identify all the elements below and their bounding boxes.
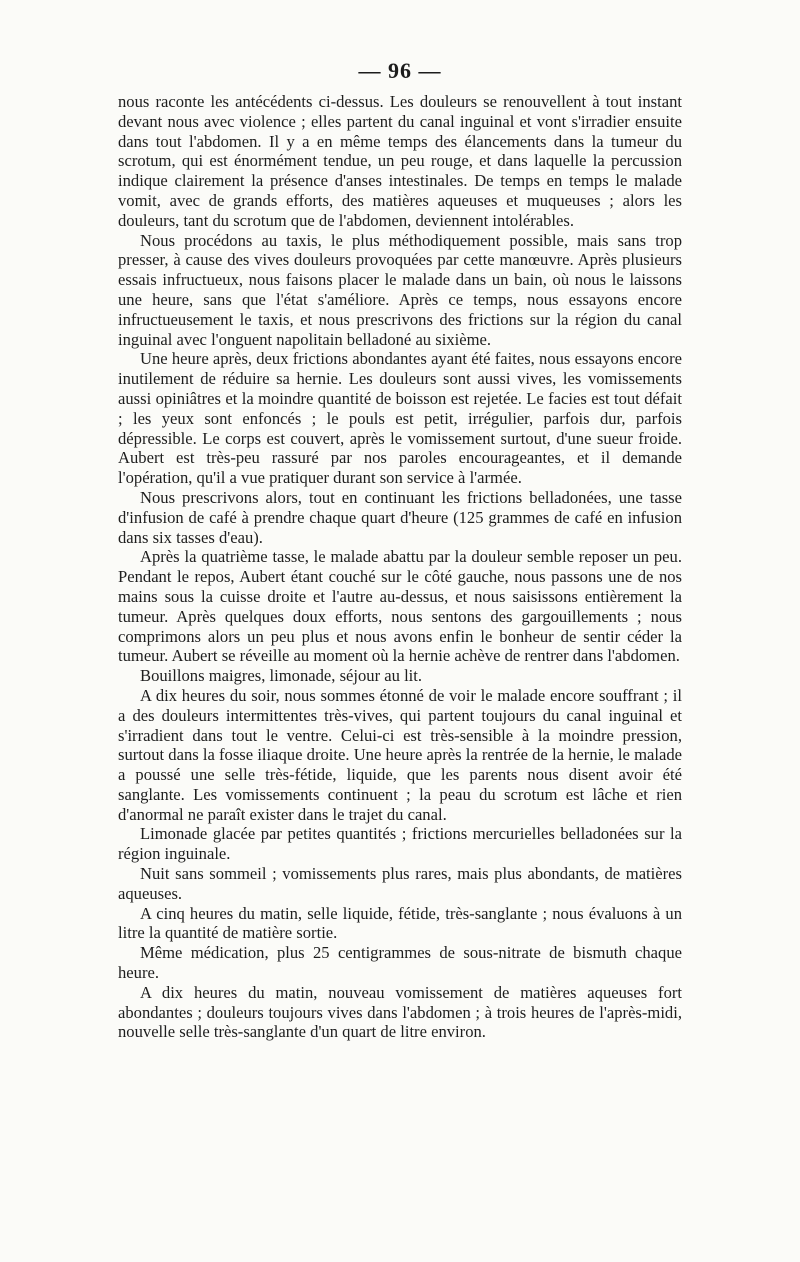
- paragraph: A cinq heures du matin, selle liquide, fétide, très-sanglante ; nous évaluons à un litre la quantité de matière sortie.: [118, 903, 682, 943]
- paragraph: Une heure après, deux frictions abondantes ayant été faites, nous essayons encore inutilement de réduire sa hernie. Les douleurs sont aussi vives, les vomissements aussi opiniâtres et la moindre quantité de boisson est rejetée. Le facies est tout défait ; les yeux sont enfoncés ; le pouls est petit, irrégulier, parfois dur, parfois dépressible. Le corps est couvert, après le vomissement surtout, d'une sueur froide. Aubert est très-peu rassuré par nos paroles encourageantes, et il demande l'opération, qu'il a vue pratiquer durant son service à l'armée.: [118, 349, 682, 488]
- paragraph: Après la quatrième tasse, le malade abattu par la douleur semble reposer un peu. Pendant le repos, Aubert étant couché sur le côté gauche, nous passons une de nos mains sous la cuisse droite et l'autre au-dessus, et nous saisissons entièrement la tumeur. Après quelques doux efforts, nous sentons des gargouillements ; nous comprimons alors un peu plus et nous avons enfin le bonheur de sentir céder la tumeur. Aubert se réveille au moment où la hernie achève de rentrer dans l'abdomen.: [118, 547, 682, 666]
- paragraph: Bouillons maigres, limonade, séjour au lit.: [140, 666, 423, 686]
- paragraph: A dix heures du soir, nous sommes étonné de voir le malade encore souffrant ; il a des douleurs intermittentes très-vives, qui partent toujours du canal inguinal et s'irradient dans tout le ventre. Celui-ci est très-sensible à la moindre pression, surtout dans la fosse iliaque droite. Une heure après la rentrée de la hernie, le malade a poussé une selle très-fétide, liquide, que les parents nous disent avoir été sanglante. Les vomissements continuent ; la peau du scrotum est lâche et rien d'anormal ne paraît exister dans le trajet du canal.: [118, 685, 682, 824]
- paragraph: A dix heures du matin, nouveau vomissement de matières aqueuses fort abondantes ; douleurs toujours vives dans l'abdomen ; à trois heures de l'après-midi, nouvelle selle très-sanglante d'un quart de litre environ.: [118, 982, 682, 1042]
- paragraph: Nous procédons au taxis, le plus méthodiquement possible, mais sans trop presser, à cause des vives douleurs provoquées par cette manœuvre. Après plusieurs essais infructueux, nous faisons placer le malade dans un bain, où nous le laissons une heure, sans que l'état s'améliore. Après ce temps, nous essayons encore infructueusement le taxis, et nous prescrivons des frictions sur la région du canal inguinal avec l'onguent napolitain belladoné au sixième.: [118, 230, 682, 349]
- paragraph: Nuit sans sommeil ; vomissements plus rares, mais plus abondants, de matières aqueuses.: [118, 864, 682, 903]
- paragraph: Limonade glacée par petites quantités ; frictions mercurielles belladonées sur la région inguinale.: [118, 824, 682, 864]
- paragraph: Nous prescrivons alors, tout en continuant les frictions belladonées, une tasse d'infusion de café à prendre chaque quart d'heure (125 grammes de café en infusion dans six tasses d'eau).: [118, 487, 682, 547]
- page-number: — 96 —: [358, 58, 442, 83]
- body-text: [118, 92, 682, 1042]
- paragraph: Même médication, plus 25 centigrammes de sous-nitrate de bismuth chaque heure.: [118, 943, 682, 983]
- paragraph: nous raconte les antécédents ci-dessus. Les douleurs se renouvellent à tout instant devant nous avec violence ; elles partent du canal inguinal et vont s'irradier ensuite dans tout l'abdomen. Il y a en même temps des élancements dans la tumeur du scrotum, qui est énormément tendue, un peu rouge, et dans laquelle la percussion indique clairement la présence d'anses intestinales. De temps en temps le malade vomit, avec de grands efforts, des matières aqueuses et muqueuses ; alors les douleurs, tant du scrotum que de l'abdomen, deviennent intolérables.: [118, 92, 682, 230]
